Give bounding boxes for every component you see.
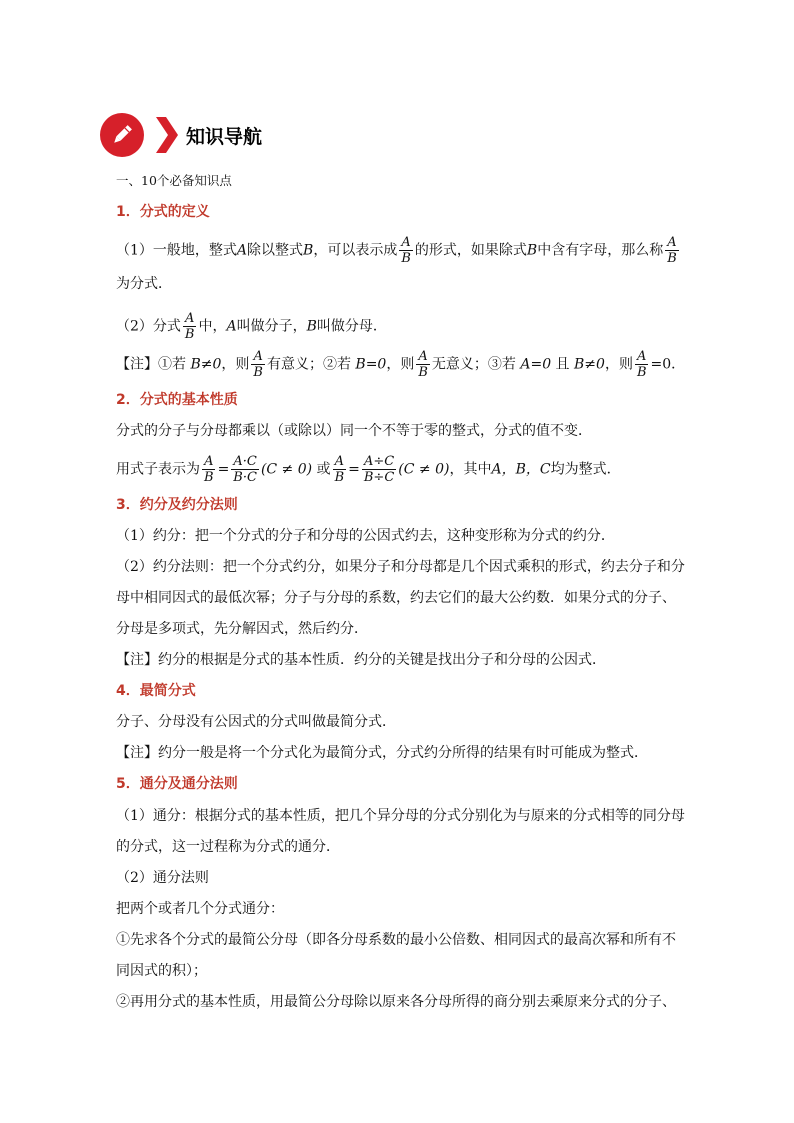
denominator: B (204, 470, 214, 485)
text: ，则 (386, 356, 415, 373)
fraction (251, 350, 265, 379)
denominator: B (401, 251, 411, 266)
numerator: A (185, 311, 195, 326)
section-2-title: 2．分式的基本性质 (116, 392, 238, 408)
denominator: B÷C (363, 470, 395, 485)
fraction (416, 350, 430, 379)
denominator: B (636, 365, 647, 380)
text: 叫做分子， (236, 318, 307, 335)
s5-paragraph-7: ②再用分式的基本性质，用最简公分母除以原来各分母所得的商分别去乘原来分式的分子、 (116, 994, 676, 1010)
var: B (303, 242, 314, 259)
var: A (236, 242, 248, 259)
denominator: B·C (233, 470, 257, 485)
numerator: A÷C (363, 454, 395, 469)
fraction (399, 236, 413, 265)
pencil-icon (109, 122, 135, 148)
condition: (C ≠ 0) (260, 461, 313, 478)
section-5-title: 5．通分及通分法则 (116, 776, 238, 792)
fraction (333, 455, 347, 484)
text: 用式子表示为 (116, 461, 200, 478)
numerator: A·C (233, 454, 257, 469)
numerator: A (334, 454, 345, 469)
text: 有意义；②若 (266, 356, 356, 373)
s3-note: 【注】约分的根据是分式的基本性质．约分的关键是找出分子和分母的公因式． (116, 652, 606, 668)
header-title: 知识导航 (186, 125, 263, 148)
section-1-title: 1．分式的定义 (116, 204, 210, 220)
text: = (217, 461, 230, 478)
text: 或 (312, 461, 331, 478)
text: 均为整式． (550, 461, 621, 478)
text: 除以整式 (247, 242, 304, 259)
pencil-badge (100, 113, 144, 157)
s2-paragraph-1: 分式的分子与分母都乘以（或除以）同一个不等于零的整式，分式的值不变． (116, 423, 592, 439)
fraction (362, 455, 396, 484)
s1-note (116, 350, 694, 379)
text: ，其中 (449, 461, 492, 478)
text: （1）一般地，整式 (116, 242, 237, 259)
s5-paragraph-3: （2）通分法则 (116, 870, 209, 886)
s4-paragraph-1: 分子、分母没有公因式的分式叫做最简分式． (116, 714, 396, 730)
numerator: A (401, 235, 411, 250)
numerator: A (204, 454, 214, 469)
condition: (C ≠ 0) (398, 461, 450, 478)
expr: B≠0 (190, 356, 222, 373)
s1-paragraph-1-cont: 为分式． (116, 276, 172, 292)
text: ，则 (604, 356, 633, 373)
numerator: A (637, 349, 647, 364)
s4-note: 【注】约分一般是将一个分式化为最简分式，分式约分所得的结果有时可能成为整式． (116, 745, 648, 761)
denominator: B (334, 470, 345, 485)
var: B (306, 318, 317, 335)
s3-paragraph-3: 母中相同因式的最低次幂；分子与分母的系数，约去它们的最大公约数．如果分式的分子、 (116, 590, 676, 606)
fraction (635, 350, 649, 379)
s3-paragraph-2: （2）约分法则：把一个分式约分，如果分子和分母都是几个因式乘积的形式，约去分子和分 (116, 559, 685, 575)
text: 叫做分母． (316, 318, 387, 335)
numerator: A (253, 349, 263, 364)
chevron-right-icon (152, 113, 182, 157)
expr: B=0 (355, 356, 387, 373)
expr: B≠0 (574, 356, 605, 373)
fraction (183, 312, 197, 341)
section-3-title: 3．约分及约分法则 (116, 497, 238, 513)
var: B (526, 242, 538, 259)
s3-paragraph-1: （1）约分：把一个分式的分子和分母的公因式约去，这种变形称为分式的约分． (116, 528, 615, 544)
denominator: B (667, 251, 677, 266)
text: 的形式，如果除式 (414, 242, 527, 259)
text: 且 (551, 356, 575, 373)
denominator: B (253, 365, 263, 380)
vars: A，B，C (491, 461, 551, 478)
text: 【注】①若 (116, 356, 191, 373)
text: 无意义；③若 (431, 356, 521, 373)
s5-paragraph-6: 同因式的积）； (116, 963, 207, 979)
intro-text: 一、10个必备知识点 (116, 173, 232, 188)
fraction (231, 455, 259, 484)
s1-paragraph-2 (116, 312, 694, 341)
denominator: B (184, 327, 195, 342)
text: =0． (650, 356, 686, 373)
fraction (202, 455, 216, 484)
s5-paragraph-5: ①先求各个分式的最简公分母（即各分母系数的最小公倍数、相同因式的最高次幂和所有不 (116, 932, 676, 948)
s3-paragraph-4: 分母是多项式，先分解因式，然后约分． (116, 621, 368, 637)
numerator: A (418, 349, 428, 364)
text: = (348, 461, 360, 478)
var: A (226, 318, 237, 335)
text: 中， (198, 318, 227, 335)
s1-paragraph-1 (116, 236, 694, 265)
denominator: B (418, 365, 428, 380)
text: ，则 (221, 356, 250, 373)
section-header (100, 110, 262, 160)
text: 中含有字母，那么称 (537, 242, 664, 259)
s5-paragraph-4: 把两个或者几个分式通分： (116, 901, 284, 917)
expr: A=0 (520, 356, 552, 373)
numerator: A (667, 235, 677, 250)
section-4-title: 4．最简分式 (116, 683, 196, 699)
s5-paragraph-1: （1）通分：根据分式的基本性质，把几个异分母的分式分别化为与原来的分式相等的同分母 (116, 808, 685, 824)
text: （2）分式 (116, 318, 181, 335)
s2-paragraph-2 (116, 455, 694, 484)
s5-paragraph-2: 的分式，这一过程称为分式的通分． (116, 839, 340, 855)
fraction (665, 236, 679, 265)
text: ，可以表示成 (313, 242, 398, 259)
